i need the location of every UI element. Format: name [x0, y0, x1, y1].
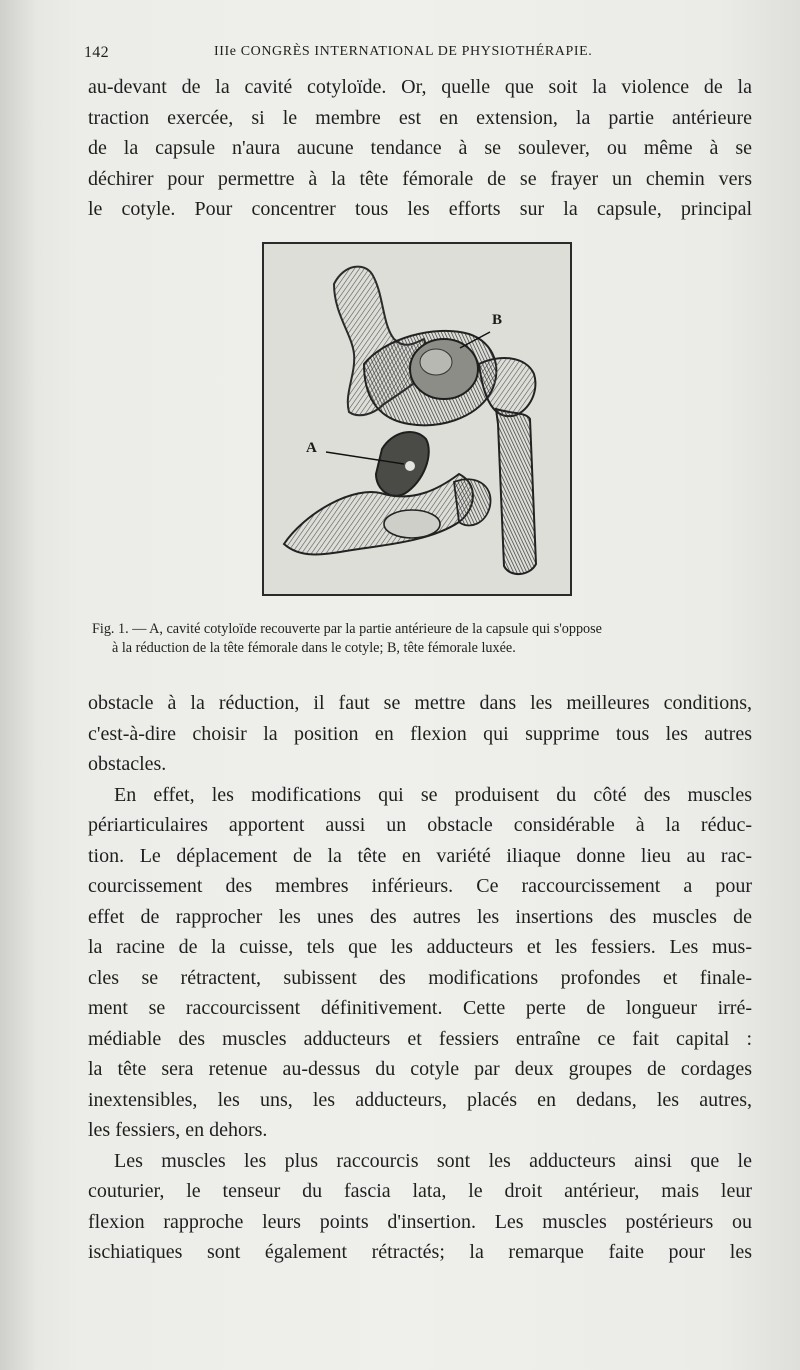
hip-joint-engraving — [264, 244, 570, 594]
text-line: inextensibles, les uns, les adducteurs, placés en dedans, les autres, — [88, 1088, 752, 1111]
page-gutter-shadow — [0, 0, 34, 1370]
text-line: de la capsule n'aura aucune tendance à se soulever, ou même à se — [88, 137, 752, 159]
text-line: flexion rapproche leurs points d'insertion. Les muscles postérieurs ou — [88, 1210, 752, 1233]
caption-line: Fig. 1. — A, cavité cotyloïde recouverte par la partie antérieure de la capsule qui s'oppose — [92, 621, 602, 637]
running-title: IIIe CONGRÈS INTERNATIONAL DE PHYSIOTHÉRAPIE. — [214, 44, 593, 59]
text-line: périarticulaires apportent aussi un obstacle considérable à la réduc- — [88, 814, 752, 836]
figure-caption — [92, 620, 752, 658]
text-line: ment se raccourcissent définitivement. Cette perte de longueur irré- — [88, 997, 752, 1019]
text-line: En effet, les modifications qui se produisent du côté des muscles — [114, 783, 752, 806]
figure-hip-illustration — [262, 242, 572, 596]
text-line: ischiatiques sont également rétractés; la remarque faite pour les — [88, 1241, 752, 1263]
paragraph-top — [88, 72, 752, 225]
text-line: Les muscles les plus raccourcis sont les adducteurs ainsi que le — [114, 1149, 752, 1172]
text-line: couturier, le tenseur du fascia lata, le droit antérieur, mais leur — [88, 1180, 752, 1202]
text-line: courcissement des membres inférieurs. Ce raccourcissement a pour — [88, 875, 752, 897]
text-line: c'est-à-dire choisir la position en flexion qui supprime tous les autres — [88, 722, 752, 745]
text-line: au-devant de la cavité cotyloïde. Or, quelle que soit la violence de la — [88, 76, 752, 98]
text-line: les fessiers, en dehors. — [88, 1119, 268, 1141]
text-line: la tête sera retenue au-dessus du cotyle par deux groupes de cordages — [88, 1058, 752, 1080]
main-text — [88, 688, 752, 1268]
text-line: effet de rapprocher les unes des autres les insertions des muscles de — [88, 905, 752, 928]
figure-label-b: B — [492, 312, 503, 328]
text-line: déchirer pour permettre à la tête fémorale de se frayer un chemin vers — [88, 167, 752, 190]
text-line: obstacles. — [88, 753, 167, 775]
text-line: médiable des muscles adducteurs et fessiers entraîne ce fait capital : — [88, 1027, 752, 1050]
text-line: obstacle à la réduction, il faut se mettre dans les meilleures conditions, — [88, 692, 752, 714]
page-number: 142 — [84, 44, 109, 61]
text-line: tion. Le déplacement de la tête en variété iliaque donne lieu au rac- — [88, 844, 752, 867]
text-line: la racine de la cuisse, tels que les adducteurs et les fessiers. Les mus- — [88, 936, 752, 958]
text-line: traction exercée, si le membre est en extension, la partie antérieure — [88, 106, 752, 129]
figure-label-a: A — [306, 440, 317, 456]
text-line: cles se rétractent, subissent des modifications profondes et finale- — [88, 966, 752, 989]
caption-line: à la réduction de la tête fémorale dans le cotyle; B, tête fémorale luxée. — [112, 640, 516, 656]
text-line: le cotyle. Pour concentrer tous les efforts sur la capsule, principal — [88, 198, 752, 220]
